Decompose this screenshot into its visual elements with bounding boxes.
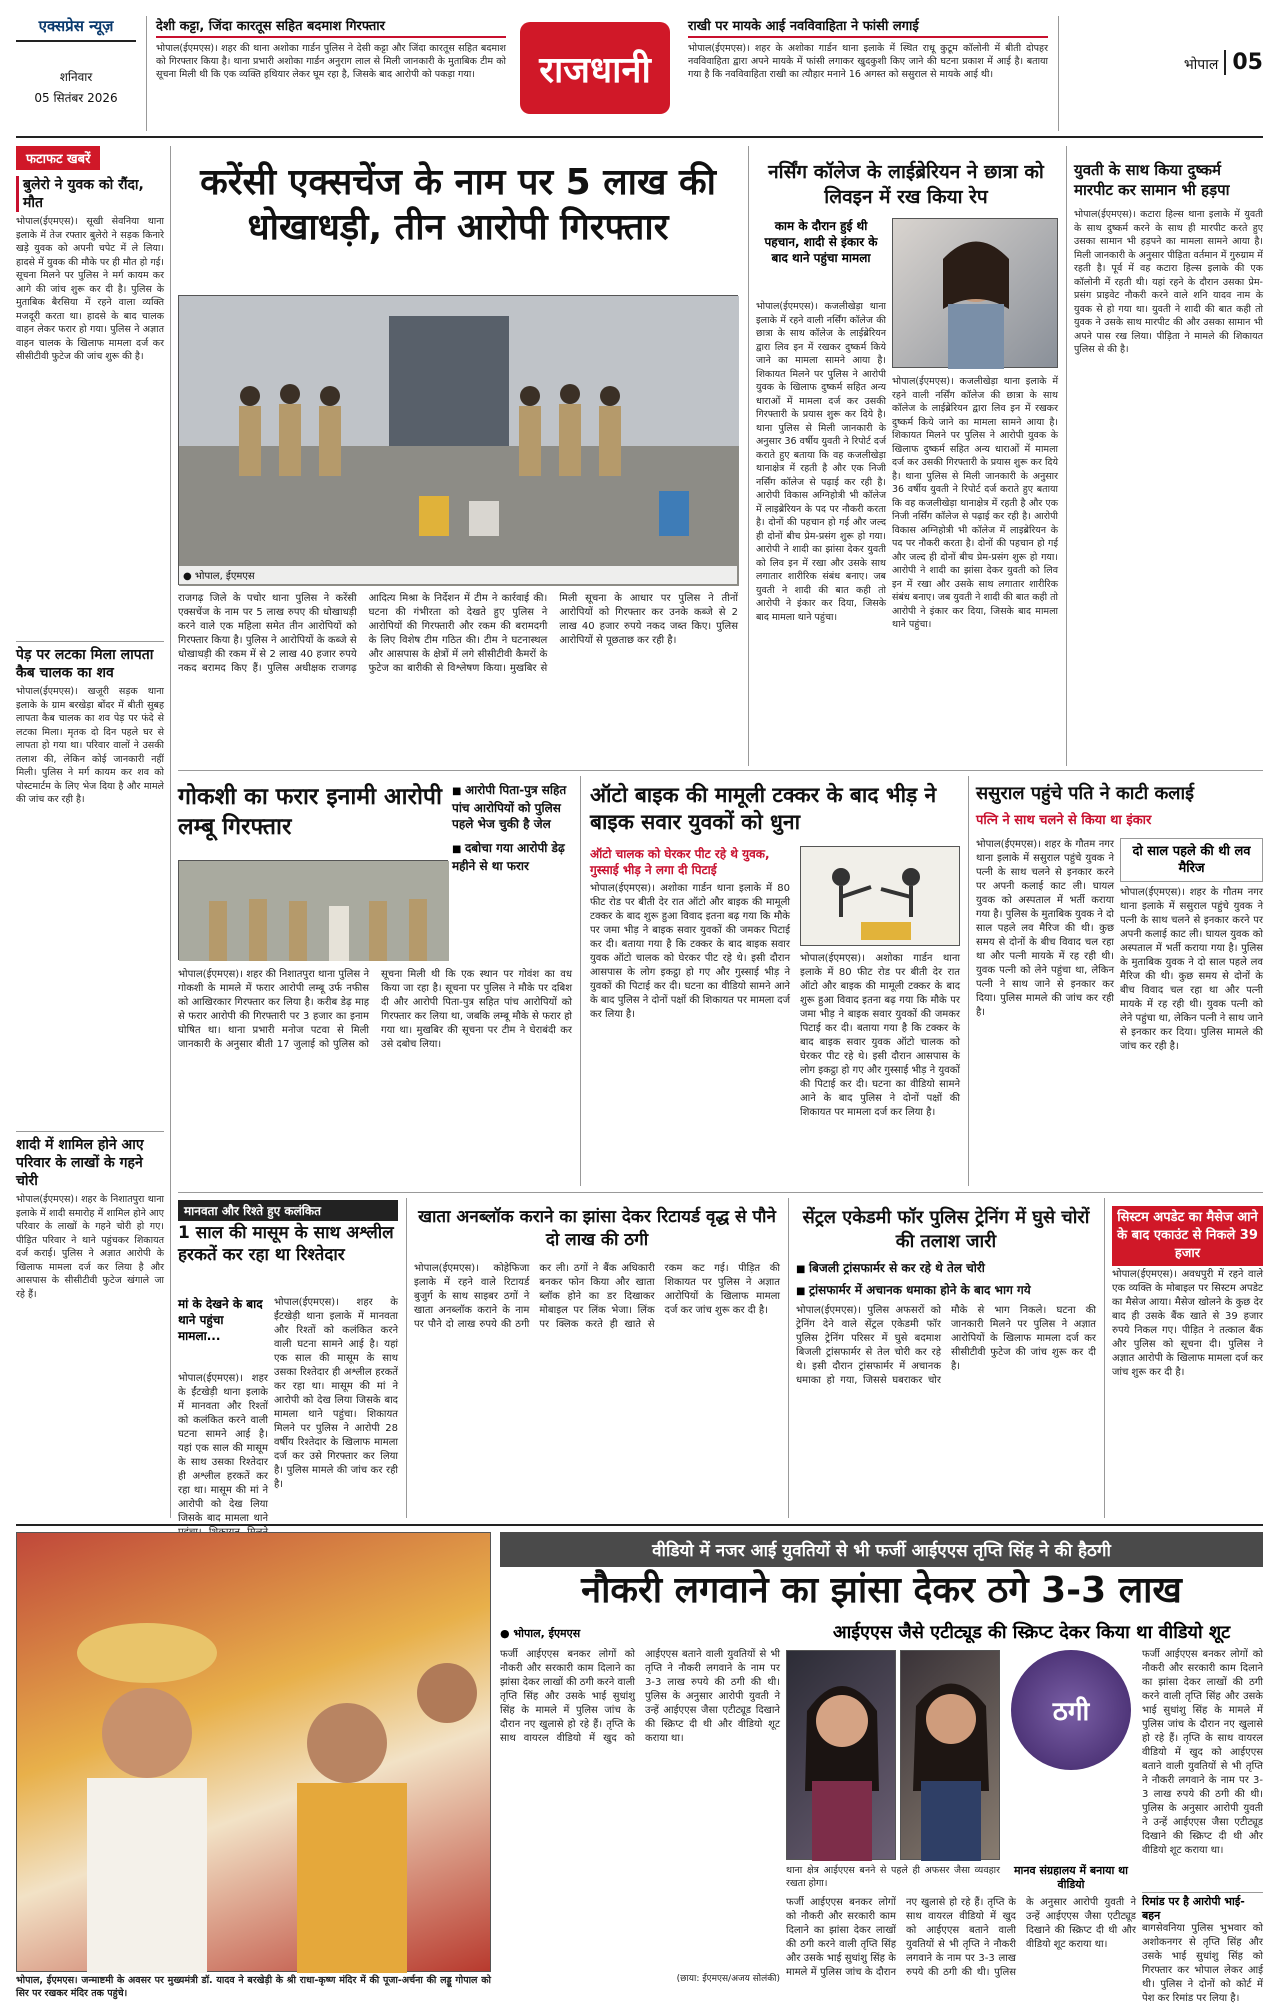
- masthead-left: [16, 16, 136, 106]
- job-dateline: ● भोपाल, ईएमएस: [500, 1627, 581, 1640]
- janmashtami-illustration: [17, 1533, 492, 1973]
- theft-bullet: ■ बिजली ट्रांसफार्मर से कर रहे थे तेल चोरी: [796, 1260, 1096, 1278]
- masthead-brand: एक्सप्रेस न्यूज़: [16, 16, 136, 42]
- fraud-stamp-icon: ठगी: [1011, 1650, 1131, 1770]
- rape-headline: नर्सिंग कॉलेज के लाईब्रेरियन ने छात्रा को लिवइन में रख किया रेप: [768, 161, 1044, 208]
- job-photo-2: [900, 1650, 1000, 1860]
- teaser-left: [156, 16, 506, 81]
- job-headline: नौकरी लगवाने का झांसा देकर ठगे 3-3 लाख: [581, 1570, 1182, 1611]
- cow-bullet: ■ दबोचा गया आरोपी डेढ़ महीने से था फरार: [452, 840, 572, 874]
- job-body-col3: फर्जी आईएएस बनकर लोगों को नौकरी और सरकारी काम दिलाने का झांसा देकर लाखों की ठगी करने वाली तृप्ति सिंह और उसके भाई सुधांशु सिंह के मामले में पुलिस जांच के दौरान नए खुलासे हो रहे हैं। तृप्ति के साथ वायरल वीडियो में खुद को आईएएस बताने वाली युवतियों से भी तृप्ति ने नौकरी लगवाने के नाम पर 3-3 लाख रुपये की ठगी की थी। पुलिस के अनुसार आरोपी युवती ने उन्हें आईएएस जैसा एटीट्यूड दिखाने की स्क्रिप्ट दी थी और वीडियो शूट कराया था।: [1142, 1649, 1263, 1856]
- theft-headline: सेंट्रल एकेडमी फॉर पुलिस ट्रेनिंग में घुसे चोरों की तलाश जारी: [802, 1207, 1090, 1252]
- police-lineup-illustration: [179, 296, 739, 586]
- assault-headline: युवती के साथ किया दुष्कर्म मारपीट कर सामान भी हड़पा: [1074, 161, 1230, 199]
- child-body-col1: भोपाल(ईएमएस)। शहर के ईंटखेड़ी थाना इलाके में मानवता और रिश्तों को कलंकित करने वाली घटना सामने आई है। यहां एक साल की मासूम के साथ उसका रिश्तेदार ही अश्लील हरकतें कर रहा था। मासूम की मां ने आरोपी को देख लिया जिसके बाद मामला थाने पहुंचा। शिकायत मिलने पर पुलिस ने आरोपी 28 वर्षीय रिश्तेदार के खिलाफ मामला दर्ज कर उसे गिरफ्तार कर लिया है। पुलिस मामले की जांच कर रही है।: [274, 1297, 398, 1490]
- rape-illustration: [892, 218, 1058, 368]
- system-body: भोपाल(ईएमएस)। अवधपुरी में रहने वाले एक व्यक्ति के मोबाइल पर सिस्टम अपडेट का मैसेज आया। मैसेज खोलने के कुछ देर बाद ही उसके बैंक खाते से 39 हजार रुपये निकल गए। पीड़ित ने तत्काल बैंक और पुलिस को सूचना दी। पुलिस ने अज्ञात आरोपी के खिलाफ मामला दर्ज कर जांच शुरू कर दी है।: [1112, 1269, 1263, 1378]
- cow-bullets: [452, 782, 572, 874]
- distressed-woman-illustration: [893, 219, 1059, 369]
- sidebar-item-body: भोपाल(ईएमएस)। शहर के निशातपुरा थाना इलाके में शादी समारोह में शामिल होने आए परिवार के लाखों के गहने चोरी हो गए। पीड़ित परिवार ने थाने पहुंचकर शिकायत दर्ज कराई। पुलिस ने अज्ञात आरोपी के खिलाफ मामला दर्ज कर लिया है और आसपास के सीसीटीवी फुटेज खंगाले जा रहे हैं।: [16, 1194, 164, 1300]
- cow-body: भोपाल(ईएमएस)। शहर की निशातपुरा थाना पुलिस ने गोकशी के मामले में फरार आरोपी लम्बू उर्फ नफीस को आखिरकार गिरफ्तार कर लिया है। करीब डेढ़ माह से फरार आरोपी की गिरफ्तारी पर 3 हजार का इनाम घोषित था। थाना प्रभारी मनोज पटवा से मिली जानकारी के अनुसार बीती 17 जुलाई को पुलिस को सूचना मिली थी कि एक स्थान पर गोवंश का वध किया जा रहा है। सूचना पर पुलिस ने मौके पर दबिश दी और आरोपी पिता-पुत्र सहित पांच आरोपियों को गिरफ्तार कर लिया था, जबकि लम्बू मौके से फरार हो गया था। मुखबिर की सूचना पर टीम ने घेराबंदी कर उसे दबोच लिया।: [178, 969, 572, 1050]
- sidebar-item-title: बुलेरो ने युवक को रौंदा, मौत: [16, 176, 164, 212]
- job-photo-caption: थाना क्षेत्र आईएएस बनने से पहले ही अफसर जैसा व्यवहार रखता होगा।: [786, 1865, 1000, 1889]
- teaser-right: [688, 16, 1048, 81]
- wrist-body-col2: भोपाल(ईएमएस)। शहर के गौतम नगर थाना इलाके में ससुराल पहुंचे युवक ने पत्नी के साथ चलने से इनकार करने पर अपनी कलाई काट ली। घायल युवक को अस्पताल में भर्ती कराया गया है। पुलिस के मुताबिक युवक ने दो साल पहले लव मैरिज की थी। कुछ समय से दोनों के बीच विवाद चल रहा था और पत्नी मायके में रह रही थी। युवक पत्नी को लेने पहुंचा था, लेकिन पत्नी ने साथ जाने से इनकार कर दिया। पुलिस मामले की जांच कर रही है।: [1120, 887, 1264, 1052]
- wrist-deck: पत्नि ने साथ चलने से किया था इंकार: [976, 813, 1152, 828]
- woman-portrait-illustration: [901, 1651, 1001, 1861]
- rape-body-col2: भोपाल(ईएमएस)। कजलीखेड़ा थाना इलाके में रहने वाली नर्सिंग कॉलेज की छात्रा के साथ कॉलेज के लाईब्रेरियन द्वारा लिव इन में रखकर दुष्कर्म किये जाने का मामला सामने आया है। शिकायत मिलने पर पुलिस ने आरोपी युवक के खिलाफ दुष्कर्म सहित अन्य धाराओं में मामला दर्ज कर उसकी गिरफ्तारी के प्रयास शुरू कर दिये है। थाना पुलिस से मिली जानकारी के अनुसार 36 वर्षीय युवती ने रिपोर्ट दर्ज कराते हुए बताया कि वह कजलीखेड़ा थानाक्षेत्र में रहती है और एक निजी नर्सिंग कॉलेज से पढ़ाई कर रही है। आरोपी विकास अग्निहोत्री भी कॉलेज में लाइब्रेरियन के पद पर नौकरी करता है। दोनों की पहचान हो गई और जल्द ही दोनों बीच प्रेम-प्रसंग शुरू हो गया। आरोपी ने शादी का झांसा देकर युवती को लिव इन में रखा और उसके साथ लगातार शारीरिक संबंध बनाए। जब युवती ने शादी की बात कही तो आरोपी ने इंकार कर दिया, जिसके बाद मामला थाने पहुंचा।: [892, 376, 1058, 630]
- sidebar-item-title: पेड़ पर लटका मिला लापता कैब चालक का शव: [16, 641, 164, 682]
- theft-body: भोपाल(ईएमएस)। पुलिस अफसरों को ट्रेनिंग देने वाले सेंट्रल एकेडमी फॉर पुलिस ट्रेनिंग परिसर में घुसे बदमाश बिजली ट्रांसफार्मर से तेल चोरी कर रहे थे। इसी दौरान ट्रांसफार्मर में अचानक धमाका हो गया, जिससे घबराकर चोर मौके से भाग निकले। घटना की जानकारी मिलने पर पुलिस ने अज्ञात आरोपियों के खिलाफ मामला दर्ज कर सीसीटीवी फुटेज की जांच शुरू कर दी है।: [796, 1305, 1096, 1386]
- masthead-day: शनिवार: [59, 70, 93, 84]
- masthead-date: 05 सितंबर 2026: [34, 91, 118, 105]
- theft-bullets: [796, 1260, 1096, 1300]
- woman-portrait-illustration: [787, 1651, 897, 1861]
- sidebar-tag: फटाफट खबरें: [16, 146, 100, 170]
- account-headline: खाता अनब्लॉक कराने का झांसा देकर रिटायर्ड वृद्ध से पौने दो लाख की ठगी: [418, 1207, 776, 1250]
- system-headline: सिस्टम अपडेट का मैसेज आने के बाद एकाउंट से निकले 39 हजार: [1112, 1206, 1263, 1266]
- cow-bullet: ■ आरोपी पिता-पुत्र सहित पांच आरोपियों को पुलिस पहले भेज चुकी है जेल: [452, 782, 572, 832]
- job-body-col1: फर्जी आईएएस बनकर लोगों को नौकरी और सरकारी काम दिलाने का झांसा देकर लाखों की ठगी करने वाली तृप्ति सिंह और उसके भाई सुधांशु सिंह के मामले में पुलिस जांच के दौरान नए खुलासे हो रहे हैं। तृप्ति के साथ वायरल वीडियो में खुद को आईएएस बताने वाली युवतियों से भी तृप्ति ने नौकरी लगवाने के नाम पर 3-3 लाख रुपये की ठगी की थी। पुलिस के अनुसार आरोपी युवती ने उन्हें आईएएस जैसा एटीट्यूड दिखाने की स्क्रिप्ट दी थी और वीडियो शूट कराया था।: [500, 1649, 780, 1744]
- bottom-photo-caption: भोपाल, ईएमएस। जन्माष्टमी के अवसर पर मुख्यमंत्री डॉ. यादव ने बरखेड़ी के श्री राधा-कृष्ण मंदिर में की पूजा-अर्चना की लड्डू गोपाल को सिर पर रखकर मंदिर तक पहुंचे।: [16, 1975, 491, 1999]
- job-side-title: रिमांड पर है आरोपी भाई-बहन: [1142, 1892, 1263, 1923]
- section-title: राजधानी: [520, 22, 670, 114]
- fight-illustration: [801, 847, 961, 947]
- auto-body-col1: भोपाल(ईएमएस)। अशोका गार्डन थाना इलाके में 80 फीट रोड पर बीती देर रात ऑटो और बाइक की मामूली टक्कर के बाद शुरू हुआ विवाद इतना बढ़ गया कि मौके पर जमा भीड़ ने बाइक सवार युवकों की जमकर पिटाई कर दी। बताया गया है कि टक्कर के बाद बाइक सवार युवक ऑटो चालक को घेरकर पीट रहे थे। इसी दौरान आसपास के लोग इकट्ठा हो गए और गुस्साई भीड़ ने युवकों की पिटाई कर दी। घटना का वीडियो सामने आने के बाद पुलिस ने दोनों पक्षों की शिकायत पर मामला दर्ज कर लिया है।: [590, 883, 790, 1020]
- child-body-col2: भोपाल(ईएमएस)। शहर के ईंटखेड़ी थाना इलाके में मानवता और रिश्तों को कलंकित करने वाली घटना सामने आई है। यहां एक साल की मासूम के साथ उसका रिश्तेदार ही अश्लील हरकतें कर रहा था। मासूम की मां ने आरोपी को देख लिया जिसके बाद मामला थाने: [178, 1373, 268, 1524]
- account-body: भोपाल(ईएमएस)। कोहेफिजा इलाके में रहने वाले रिटायर्ड बुजुर्ग के साथ साइबर ठगों ने खाता अनब्लॉक कराने के नाम पर पौने दो लाख रुपये की ठगी कर ली। ठगों ने बैंक अधिकारी बनकर फोन किया और खाता ब्लॉक होने का डर दिखाकर मोबाइल पर लिंक भेजा। लिंक पर क्लिक करते ही खाते से रकम कट गई। पीड़ित की शिकायत पर पुलिस ने अज्ञात आरोपियों के खिलाफ मामला दर्ज कर जांच शुरू कर दी है।: [414, 1263, 780, 1330]
- theft-bullet: ■ ट्रांसफार्मर में अचानक धमाका होने के बाद भाग गये: [796, 1282, 1096, 1300]
- lead-photo-caption: ● भोपाल, ईएमएस: [179, 566, 737, 584]
- job-deck: आईएएस जैसे एटीट्यूड की स्क्रिप्ट देकर किया था वीडियो शूट: [832, 1622, 1231, 1643]
- police-group-illustration: [179, 861, 449, 961]
- job-stamp-box: [1006, 1650, 1136, 1860]
- lead-headline: करेंसी एक्सचेंज के नाम पर 5 लाख की धोखाधड़ी, तीन आरोपी गिरफ्तार: [200, 162, 716, 248]
- wrist-subhead: दो साल पहले की थी लव मैरिज: [1120, 838, 1263, 882]
- rape-deck: काम के दौरान हुई थी पहचान, शादी से इंकार के बाद थाने पहुंचा मामला: [764, 219, 878, 265]
- job-stamp-caption: मानव संग्रहालय में बनाया था वीडियो: [1013, 1864, 1129, 1891]
- job-side-body: बागसेवनिया पुलिस भुभवार को अशोकनगर से तृप्ति सिंह और उसके भाई सुधांशु सिंह को गिरफ्तार कर भोपाल लेकर आई थी। पुलिस ने दोनों को कोर्ट में पेश कर रिमांड पर लिया है।: [1142, 1923, 1263, 2004]
- page-city: भोपाल: [1183, 57, 1219, 73]
- job-body-col2: फर्जी आईएएस बनकर लोगों को नौकरी और सरकारी काम दिलाने का झांसा देकर लाखों की ठगी करने वाली तृप्ति सिंह और उसके भाई सुधांशु सिंह के मामले में पुलिस जांच के दौरान नए खुलासे हो रहे हैं। तृप्ति के साथ वायरल वीडियो में खुद को आईएएस बताने वाली युवतियों से भी तृप्ति ने नौकरी लगवाने के नाम पर 3-3 लाख रुपये की ठगी की थी। पुलिस के अनुसार आरोपी युवती ने उन्हें आईएएस जैसा एटीट्यूड दिखाने की स्क्रिप्ट दी थी और वीडियो शूट कराया था।: [786, 1897, 1136, 1978]
- teaser-right-body: भोपाल(ईएमएस)। शहर के अशोका गार्डन थाना इलाके में स्थित राधू कुटूम कॉलोनी में बीती दोपहर नवविवाहिता द्वारा अपने मायके में फांसी लगाकर खुदकुशी किए जाने की घटना प्रकाश में आई है। बताया गया है कि नवविवाहिता राखी का त्यौहार मनाने 16 अगस्त को ससुराल से मायके आई थी।: [688, 43, 1048, 80]
- lead-photo: [178, 295, 738, 585]
- page-number: [1184, 50, 1263, 75]
- job-photo-1: [786, 1650, 896, 1860]
- child-kicker: मानवता और रिश्ते हुए कलंकित: [178, 1200, 398, 1221]
- job-strip: वीडियो में नजर आई युवतियों से भी फर्जी आईएएस तृप्ति सिंह ने की हैठगी: [500, 1532, 1263, 1567]
- teaser-left-title: देशी कट्टा, जिंदा कारतूस सहित बदमाश गिरफ्तार: [156, 16, 506, 38]
- wrist-body-col1: भोपाल(ईएमएस)। शहर के गौतम नगर थाना इलाके में ससुराल पहुंचे युवक ने पत्नी के साथ चलने से इनकार करने पर अपनी कलाई काट ली। घायल युवक को अस्पताल में भर्ती कराया गया है। पुलिस के मुताबिक युवक ने दो साल पहले लव मैरिज की थी। कुछ समय से दोनों के बीच विवाद चल रहा था और पत्नी मायके में रह रही थी। युवक पत्नी को लेने पहुंचा था, लेकिन पत्नी ने साथ जाने से इनकार कर दिया। पुलिस मामले की जांच कर रही है।: [976, 839, 1114, 1018]
- wrist-headline: ससुराल पहुंचे पति ने काटी कलाई: [976, 783, 1194, 804]
- sidebar-fatafat: [16, 146, 164, 1518]
- auto-deck: ऑटो चालक को घेरकर पीट रहे थे युवक, गुस्साई भीड़ ने लगा दी पिटाई: [590, 847, 770, 877]
- teaser-right-title: राखी पर मायके आई नवविवाहिता ने फांसी लगाई: [688, 16, 1048, 38]
- bottom-photo: [16, 1532, 491, 1972]
- auto-headline: ऑटो बाइक की मामूली टक्कर के बाद भीड़ ने बाइक सवार युवकों को धुना: [590, 783, 937, 834]
- sidebar-item-body: भोपाल(ईएमएस)। खजूरी सड़क थाना इलाके के ग्राम बरखेड़ा बोंदर में बीती सुबह लापता कैब चालक का शव पेड़ पर फंदे से लटका मिला। मृतक दो दिन पहले घर से लापता हो गया था। परिवार वालों ने उसकी तलाश की, लेकिन कोई जानकारी नहीं मिली। पुलिस ने मर्ग कायम कर शव को पोस्टमार्टम के लिए भेज दिया है और मामले की जांच कर रही है।: [16, 686, 164, 805]
- assault-body: भोपाल(ईएमएस)। कटारा हिल्स थाना इलाके में युवती के साथ दुष्कर्म करने के साथ ही मारपीट करते हुए उसका सामान भी हड़पने का मामला सामने आया है। मिली जानकारी के अनुसार पीड़िता वर्तमान में गुरुग्राम में रहती है। पूर्व में वह कटारा हिल्स इलाके की एक कॉलोनी में रहती थी। यहां रहने के दौरान उसका प्रेम-प्रसंग प्राइवेट नौकरी करने वाले शनि यादव नाम के युवक से हो गया था। युवती ने शादी की बात कही तो युवक ने उसके साथ मारपीट की और उसका सामान भी अपने पास रख लिया। पीड़िता ने मामले की शिकायत पुलिस से की है।: [1074, 209, 1263, 355]
- cow-headline: गोकशी का फरार इनामी आरोपी लम्बू गिरफ्तार: [178, 784, 442, 840]
- teaser-left-body: भोपाल(ईएमएस)। शहर की थाना अशोका गार्डन पुलिस ने देसी कट्टा और जिंदा कारतूस सहित बदमाश को गिरफ्तार किया है। थाना प्रभारी अशोका गार्डन अनुराग लाल से मिली जानकारी के मुताबिक टीम को सूचना मिली थी कि एक व्यक्ति हथियार लेकर घूम रहा है, जिसके बाद आरोपी को पकड़ा गया।: [156, 43, 506, 80]
- cow-photo: [178, 860, 448, 960]
- auto-illustration: [800, 846, 960, 946]
- lead-body: राजगढ़ जिले के पचोर थाना पुलिस ने करेंसी एक्सचेंज के नाम पर 5 लाख रुपए की धोखाधड़ी करने वाले एक महिला समेत तीन आरोपियों को गिरफ्तार किया है। पुलिस ने आरोपियों के कब्जे से धोखाधड़ी की रकम में से 2 लाख 40 हजार रुपये नकद बरामद किए हैं। पुलिस अधीक्षक राजगढ़ आदित्य मिश्रा के निर्देशन में टीम ने कार्रवाई की। घटना की गंभीरता को देखते हुए पुलिस ने आरोपियों की गिरफ्तारी और रकम की बरामदगी के लिए विशेष टीम गठित की। टीम ने घटनास्थल और आसपास के क्षेत्रों में लगे सीसीटीवी कैमरों के फुटेज का बारीकी से विश्लेषण किया। मुखबिर से मिली सूचना के आधार पर पुलिस ने तीनों आरोपियों को गिरफ्तार कर उनके कब्जे से 2 लाख 40 हजार रुपये नकद जब्त किए। पुलिस आरोपियों से पूछताछ कर रही है।: [178, 593, 738, 674]
- page-num: 05: [1224, 50, 1263, 75]
- child-side-note: मां के देखने के बाद थाने पहुंचा मामला...: [178, 1297, 263, 1343]
- rape-body-col1: भोपाल(ईएमएस)। कजलीखेड़ा थाना इलाके में रहने वाली नर्सिंग कॉलेज की छात्रा के साथ कॉलेज के लाईब्रेरियन द्वारा लिव इन में रखकर दुष्कर्म किये जाने का मामला सामने आया है। शिकायत मिलने पर पुलिस ने आरोपी युवक के खिलाफ दुष्कर्म सहित अन्य धाराओं में मामला दर्ज कर उसकी गिरफ्तारी के प्रयास शुरू कर दिये है। थाना पुलिस से मिली जानकारी के अनुसार 36 वर्षीय युवती ने रिपोर्ट दर्ज कराते हुए बताया कि वह कजलीखेड़ा थानाक्षेत्र में रहती है और एक निजी नर्सिंग कॉलेज से पढ़ाई कर रही है। आरोपी विकास अग्निहोत्री भी कॉलेज में लाइब्रेरियन के पद पर नौकरी करता है। दोनों की पहचान हो गई और जल्द ही दोनों बीच प्रेम-प्रसंग शुरू हो गया। आरोपी ने शादी का झांसा देकर युवती को लिव इन में रखा और उसके साथ लगातार शारीरिक संबंध बनाए। जब युवती ने शादी की बात कही तो आरोपी ने इंकार कर दिया, जिसके बाद मामला थाने पहुंचा।: [756, 301, 886, 623]
- bottom-photo-credit: (छाया: ईएमएस/अजय सोलंकी): [676, 1974, 780, 1984]
- child-headline: 1 साल की मासूम के साथ अश्लील हरकतें कर रहा था रिश्तेदार: [178, 1223, 394, 1265]
- auto-body-col2: भोपाल(ईएमएस)। अशोका गार्डन थाना इलाके में 80 फीट रोड पर बीती देर रात ऑटो और बाइक की मामूली टक्कर के बाद शुरू हुआ विवाद इतना बढ़ गया कि मौके पर जमा भीड़ ने बाइक सवार युवकों की जमकर पिटाई कर दी। बताया गया है कि टक्कर के बाद बाइक सवार युवक ऑटो चालक को घेरकर पीट रहे थे। इसी दौरान आसपास के लोग इकट्ठा हो गए और गुस्साई भीड़ ने युवकों की पिटाई कर दी। घटना का वीडियो सामने आने के बाद पुलिस ने दोनों पक्षों की शिकायत पर मामला दर्ज कर लिया है।: [800, 953, 960, 1118]
- sidebar-item-body: भोपाल(ईएमएस)। सूखी सेवनिया थाना इलाके में तेज रफ्तार बुलेरो ने सड़क किनारे खड़े युवक को अपनी चपेट में ले लिया। हादसे में युवक की मौके पर ही मौत हो गई। सूचना मिलने पर पुलिस ने मर्ग कायम कर आगे की जांच शुरू कर दी है। पुलिस के मुताबिक बैरसिया में रहने वाला व्यक्ति मजदूरी करता था। हादसे के बाद चालक वाहन लेकर फरार हो गया। पुलिस ने अज्ञात वाहन चालक के खिलाफ मामला दर्ज कर सीसीटीवी फुटेज की जांच शुरू की है।: [16, 216, 164, 362]
- sidebar-item-title: शादी में शामिल होने आए परिवार के लाखों के गहने चोरी: [16, 1131, 164, 1190]
